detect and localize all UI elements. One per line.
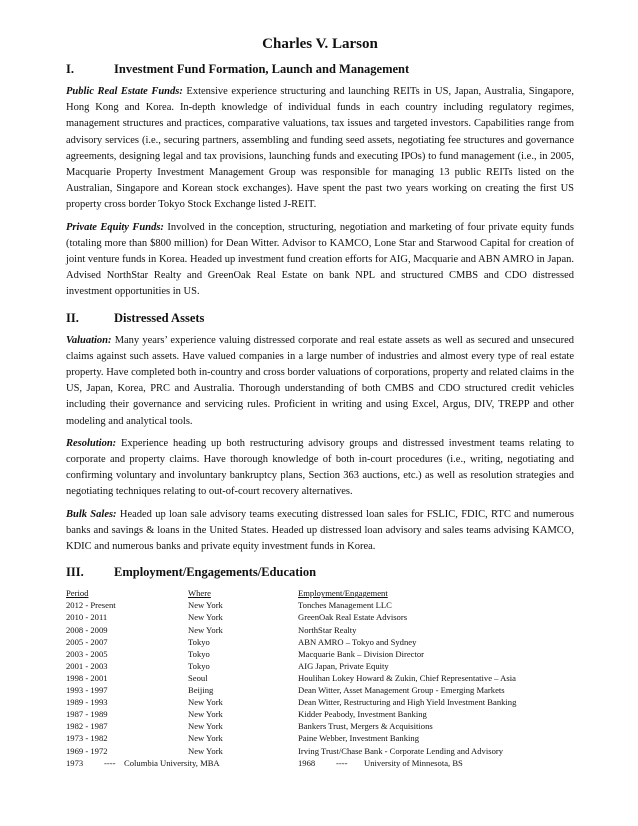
- education-school: University of Minnesota, BS: [364, 757, 463, 768]
- column-header-engagement: Employment/Engagement: [298, 588, 388, 599]
- period-cell: 1987 - 1989: [66, 709, 108, 720]
- where-cell: New York: [188, 612, 223, 623]
- section-heading-2: [66, 311, 574, 326]
- section-number: I.: [66, 62, 74, 76]
- period-cell: 1993 - 1997: [66, 685, 108, 696]
- engagement-cell: Irving Trust/Chase Bank - Corporate Lending and Advisory: [298, 745, 504, 756]
- where-cell: Tokyo: [188, 636, 210, 647]
- paragraph-label: Public Real Estate Funds:: [66, 86, 183, 97]
- table-row: [66, 611, 574, 623]
- table-row: [66, 696, 574, 708]
- resolution-paragraph: [66, 436, 574, 501]
- employment-table: [66, 587, 574, 756]
- where-cell: New York: [188, 697, 223, 708]
- paragraph-text: Experience heading up both restructuring advisory groups and distressed investment teams relating to corporate and property claims. Have thorough knowledge of both in-court procedures (i.e., writing, negotiating and confirming voluntary and involuntary bankruptcy plans, Section 363 auctions, etc.) as well as resolution strategies and negotiating techniques relating to out-of-court recovery alternatives.: [66, 437, 575, 498]
- section-title: Employment/Engagements/Education: [114, 565, 317, 580]
- paragraph-label: Private Equity Funds:: [66, 221, 164, 233]
- engagement-cell: Paine Webber, Investment Banking: [298, 733, 419, 744]
- education-year: 1973: [66, 757, 84, 768]
- paragraph-label: Bulk Sales:: [66, 508, 117, 520]
- table-row: [66, 660, 574, 672]
- period-cell: 2001 - 2003: [66, 660, 108, 671]
- period-cell: 1973 - 1982: [66, 733, 108, 744]
- table-row: [66, 720, 574, 732]
- resume-name: Charles V. Larson: [262, 36, 378, 52]
- column-header-period: Period: [66, 588, 89, 599]
- education-school: Columbia University, MBA: [124, 757, 220, 768]
- where-cell: Seoul: [188, 672, 208, 683]
- table-row: [66, 684, 574, 696]
- table-row: [66, 745, 574, 757]
- paragraph-text: Many years’ experience valuing distressed corporate and real estate assets as well as secured and unsecured claims against such assets. Have valued companies in a large number of industries and almost every type of real estate property. Have completed both in-country and cross border valuations of corporations, property and related claims in the US, Japan, Korea, PRC and Australia. Thorough understanding of both CMBS and CDO structured credit vehicles including their governance and servicing rules. Proficient in writing and using Excel, Argus, DIV, TREPP and other modeling and analytical tools.: [66, 334, 574, 427]
- public-real-estate-paragraph: [66, 84, 574, 214]
- education-separator: ----: [336, 757, 348, 768]
- private-equity-paragraph: [66, 220, 574, 301]
- engagement-cell: Kidder Peabody, Investment Banking: [298, 709, 427, 720]
- table-row: [66, 672, 574, 684]
- engagement-cell: AIG Japan, Private Equity: [298, 660, 389, 671]
- section-number: III.: [66, 565, 84, 580]
- engagement-cell: NorthStar Realty: [298, 624, 357, 635]
- section-heading-1: [66, 62, 574, 77]
- section-heading-3: [66, 565, 574, 580]
- bulk-sales-paragraph: [66, 507, 574, 556]
- paragraph-label: Valuation:: [66, 334, 112, 346]
- period-cell: 1989 - 1993: [66, 697, 108, 708]
- engagement-cell: Houlihan Lokey Howard & Zukin, Chief Representative – Asia: [298, 672, 516, 683]
- table-row: [66, 732, 574, 744]
- paragraph-text: Headed up loan sale advisory teams executing distressed loan sales for FSLIC, FDIC, RTC and numerous banks and savings & loans in the United States. Headed up distressed loan advisory and sales teams advising KAMCO, KDIC and numerous banks and private equity investment funds in Korea.: [66, 508, 574, 553]
- resume-page: [66, 36, 574, 769]
- period-cell: 1982 - 1987: [66, 721, 108, 732]
- period-cell: 2008 - 2009: [66, 624, 108, 635]
- education-row: [66, 757, 574, 769]
- where-cell: New York: [188, 721, 223, 732]
- section-title: Investment Fund Formation, Launch and Management: [114, 62, 410, 76]
- period-cell: 1969 - 1972: [66, 745, 108, 756]
- paragraph-label: Resolution:: [66, 437, 117, 449]
- table-row: [66, 708, 574, 720]
- engagement-cell: Macquarie Bank – Division Director: [298, 648, 425, 659]
- where-cell: Beijing: [188, 685, 214, 696]
- where-cell: New York: [188, 600, 223, 611]
- engagement-cell: Bankers Trust, Mergers & Acquisitions: [298, 721, 433, 732]
- education-year: 1968: [298, 757, 316, 768]
- section-number: II.: [66, 310, 79, 325]
- period-cell: 1998 - 2001: [66, 672, 108, 683]
- period-cell: 2010 - 2011: [66, 612, 108, 623]
- engagement-cell: Dean Witter, Asset Management Group - Emerging Markets: [298, 685, 505, 696]
- engagement-cell: ABN AMRO – Tokyo and Sydney: [298, 636, 417, 647]
- where-cell: New York: [188, 733, 223, 744]
- table-header-row: [66, 587, 574, 599]
- where-cell: New York: [188, 745, 223, 756]
- period-cell: 2005 - 2007: [66, 636, 108, 647]
- table-row: [66, 648, 574, 660]
- table-row: [66, 624, 574, 636]
- paragraph-text: Involved in the conception, structuring, negotiation and marketing of four private equity funds (totaling more than $800 million) for Dean Witter. Advisor to KAMCO, Lone Star and Starwood Capital for creation of joint venture funds in Korea. Headed up investment fund creation efforts for AIG, Macquarie and ABN AMRO in Japan. Advised NorthStar Realty and GreenOak Real Estate on bank NPL and structured CMBS and CDO distressed investment opportunities in US.: [66, 221, 574, 298]
- period-cell: 2003 - 2005: [66, 648, 108, 659]
- where-cell: New York: [188, 624, 223, 635]
- valuation-paragraph: [66, 333, 574, 430]
- where-cell: Tokyo: [188, 660, 210, 671]
- where-cell: Tokyo: [188, 648, 210, 659]
- engagement-cell: GreenOak Real Estate Advisors: [298, 612, 408, 623]
- table-row: [66, 636, 574, 648]
- table-row: [66, 599, 574, 611]
- engagement-cell: Tonches Management LLC: [298, 600, 392, 611]
- column-header-where: Where: [188, 588, 211, 599]
- education-separator: ----: [104, 757, 116, 768]
- where-cell: New York: [188, 709, 223, 720]
- period-cell: 2012 - Present: [66, 600, 116, 611]
- section-title: Distressed Assets: [114, 310, 205, 325]
- paragraph-text: Extensive experience structuring and launching REITs in US, Japan, Australia, Singapore, Hong Kong and Korea. In-depth knowledge of individual funds in each country including regulatory regimes, management structures and practices, comparative valuations, tax issues and targeted investors. Capabilities range from advisory services (i.e., securing partners, assembling and funding seed assets, negotiating fee structures and governance agreements, designing legal and tax provisions, launching funds and executing IPOs) to fund management (i.e., in 2005, Macquarie Property Investment Management Group was responsible for managing 13 public REITs listed on the Australian, Singapore and Korean stock exchanges). Have spent the past two years working on creating the first US property cross border Tokyo Stock Exchange listed J-REIT.: [66, 86, 575, 211]
- engagement-cell: Dean Witter, Restructuring and High Yield Investment Banking: [298, 697, 517, 708]
